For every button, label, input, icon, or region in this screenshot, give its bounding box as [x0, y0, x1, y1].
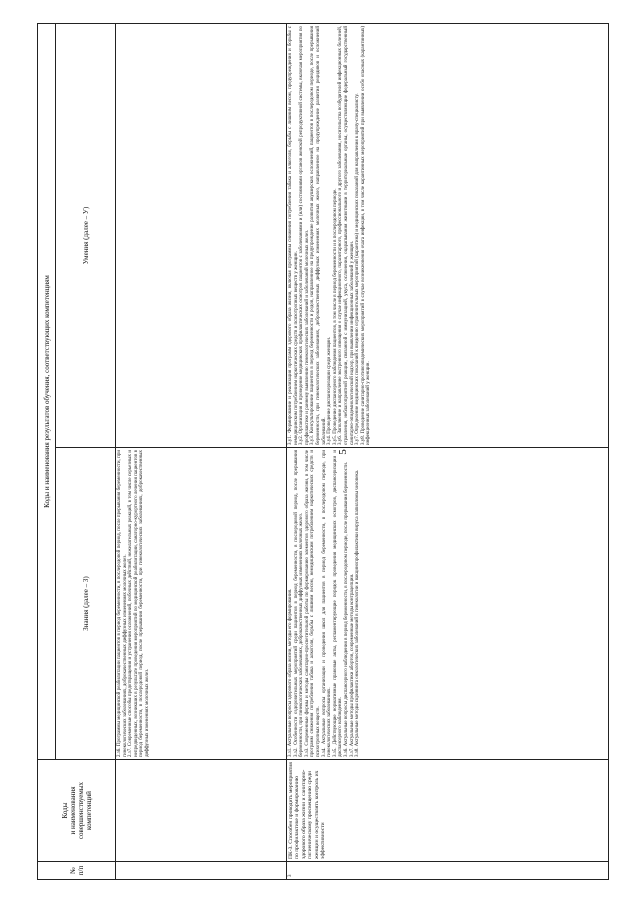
knowledge-item: 3.з4. Актуальные вопросы организации и проведения школ для пациентов в период беременности, в послеродовом периоде, при гинекологических заболеваниях.: [321, 450, 333, 757]
header-no: № п/п: [38, 862, 116, 880]
table-row: [116, 23, 287, 879]
skill-item: 3.у7. Определение медицинских показаний к введению ограничительных мероприятий (карантина) и медицинских показаний для направления к врачу-специалисту.: [355, 93, 361, 445]
header-results-group: Коды и наименования результатов обучения, соответствующих компетенциям: [38, 23, 56, 759]
knowledge-item: 3.з2. Особенности оздоровительных мероприятий среди пациентов в период беременности, в послеродовой период, после прерывания беременности, при гинекологических заболеваниях, доброкачественных диффузных изменениях молочных желез.: [293, 450, 305, 757]
knowledge-item: 3.з1. Актуальные вопросы здорового образа жизни, методы его формирования.: [288, 588, 293, 757]
skill-item: 3.у2. Организация и проведение медицинских профилактических осмотров пациентов с заболеваниями и (или) состояниями органов женской репродуктивной системы, включая мероприятия по профилактике и раннему выявлению гинекологических заболеваний и заболеваний молочных желез.: [299, 25, 310, 445]
skill-item: 3.у1. Формирование и реализация программ здорового образа жизни, включая программы снижения потребления табака и алкоголя, борьбы с лишним весом, предупреждения и борьбы с немедицинским потреблением наркотических средств и психотропных веществ у женщин.: [288, 25, 299, 445]
knowledge-item: 2.з6. Программы медицинской реабилитации пациентов в период беременности, в послеродовой период, после прерывания беременности, при гинекологических заболеваниях, доброкачественных диффузных изменениях молочных желез.: [117, 450, 128, 757]
knowledge-item: 3.з3. Современные формы и методы санитарно-просветительной работы по формированию элементов здорового образа жизни, в том числе программ снижения потребления табака и алкоголя, борьбы с лишним весом, немедицинским потреблением наркотических средств и психотропных веществ.: [304, 450, 321, 757]
table-subheader-row: [56, 23, 116, 879]
knowledge-item: 2.з7. Современные способы предотвращения и устранения осложнений, побочных действий, нежелательных реакций, в том числе серьезных и непредвиденных, возникших в результате проведения мероприятий по медицинской реабилитации, санаторно-курортного лечения пациентов в период беременности, в послеродовой период, после прерывания беременности, при гинекологических заболеваниях, доброкачественных диффузных изменениях молочных желез.: [128, 450, 150, 757]
skills-cell: [287, 23, 609, 447]
competency-code: [116, 760, 287, 862]
skill-item: 3.у3. Консультирование пациентов в период беременности и родов, направленное на предупреждение развития акушерских осложнений, пациентов в послеродовом периоде, после прерывания беременности, при гинекологических заболеваниях, доброкачественных диффузных изменениях молочных желез, направленное на предупреждение развития рецидивов и осложнений заболеваний.: [310, 25, 327, 445]
knowledge-cell: [287, 448, 609, 760]
header-knowledge: Знания (далее – З): [56, 448, 116, 760]
competency-code: [287, 760, 609, 862]
row-number: [116, 862, 287, 880]
skills-cell: [116, 23, 287, 447]
skill-item: 3.у4. Проведение диспансеризации среди женщин.: [327, 336, 333, 445]
skill-item: 3.у5. Проведение диспансерного наблюдения пациентов, в том числе в период беременности и в послеродовом периоде.: [332, 188, 338, 445]
skill-item: 3.у6. Заполнение и направление экстренного извещения о случае инфекционного, паразитарного, профессионального и другого заболевания, носительства возбудителей инфекционных болезней, отравления, неблагоприятной реакции, связанной с иммунизацией, укуса, ослюнения, оцарапывания животными в территориальные органы, осуществляющие федеральный государственный санитарно-эпидемиологический надзор, при выявлении инфекционных заболеваний у женщин.: [338, 25, 355, 445]
table-header-row: [38, 23, 56, 879]
knowledge-item: 3.з7. Актуальные методы профилактики абортов, современные методы контрацепции.: [349, 573, 355, 757]
knowledge-item: 3.з6. Актуальные вопросы диспансерного наблюдения в период беременности, в послеродовом периоде, после прерывания беременности.: [343, 461, 349, 757]
knowledge-item: 3.з8. Актуальные методы скрининга онкологических заболеваний в гинекологии и вакцинопрофилактики вируса папилломы человека.: [355, 469, 361, 757]
competencies-table: [37, 23, 609, 880]
knowledge-item: 3.з5. Действующие нормативные правовые акты, регламентирующие порядок проведения медицинских осмотров, диспансеризации и диспансерного наблюдения.: [332, 450, 344, 757]
header-code: Коды и наименования совершенствуемых компетенций: [38, 760, 116, 862]
header-skills: Умения (далее – У): [56, 23, 116, 447]
page-number: 5: [337, 449, 349, 455]
table-row: [287, 23, 609, 879]
rotated-content: [37, 24, 608, 880]
skill-item: 3.у8. Проведение санитарно-противоэпидемических мероприятий в случае возникновения очага инфекции, в том числе карантинных мероприятий при выявлении особо опасных (карантинных) инфекционных заболеваний у женщин.: [360, 25, 372, 445]
row-number: 3: [287, 862, 609, 880]
knowledge-cell: [116, 448, 287, 760]
competency-text: ПК-3. Способен проводить мероприятия по профилактике и формированию здорового образа жизни и санитарно-гигиеническому просвещению среди женщин и осуществлять контроль их эффективности: [288, 762, 327, 859]
